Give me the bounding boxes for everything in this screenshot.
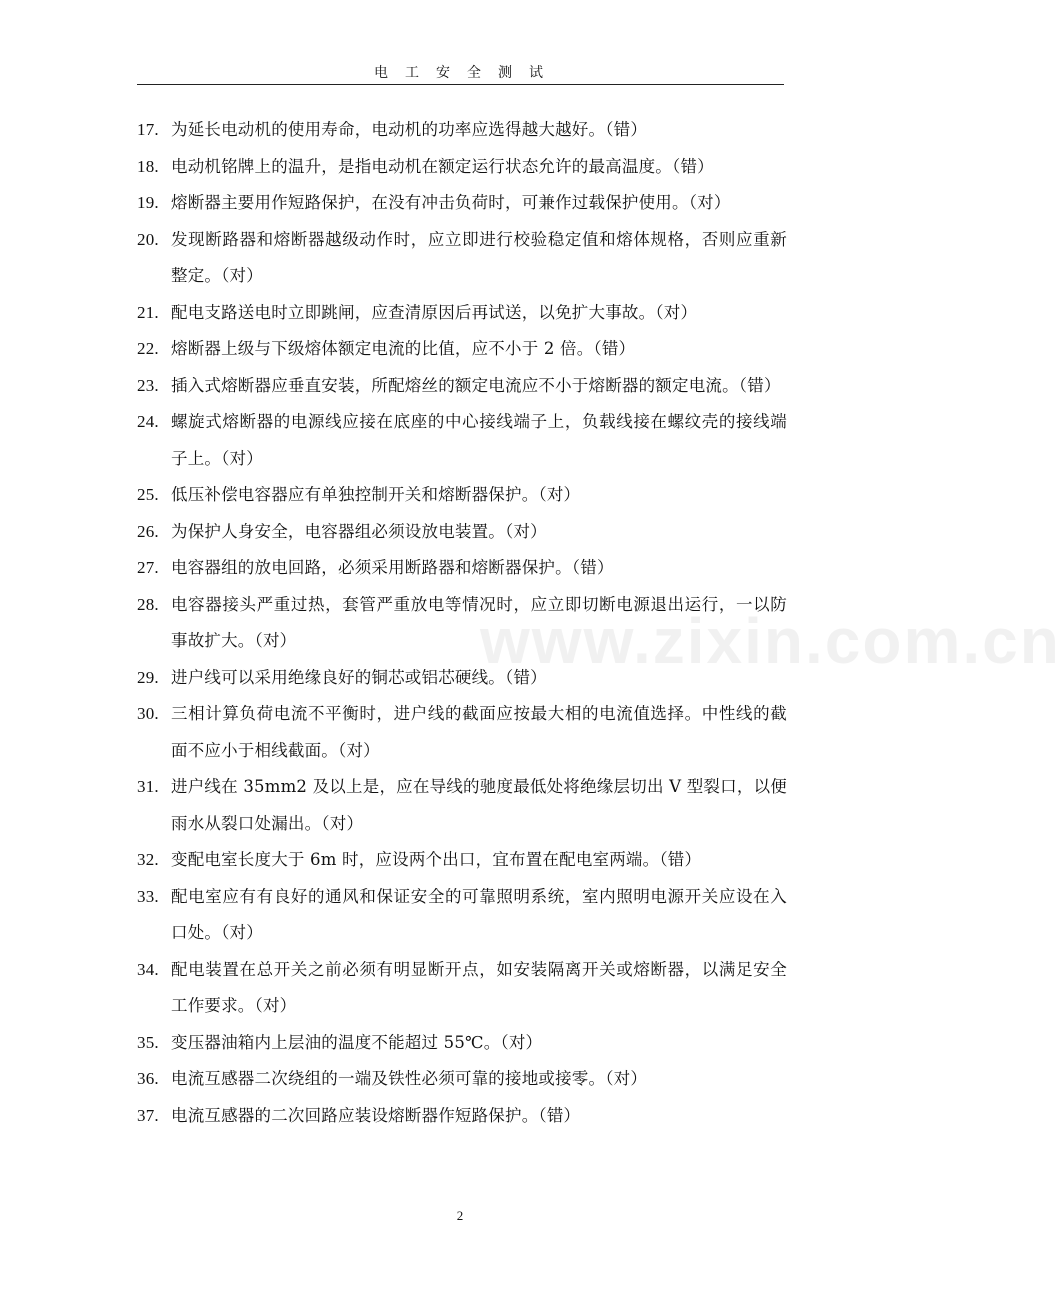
- watermark: www.zixin.com.cn: [480, 605, 1061, 677]
- question-item: [137, 879, 787, 952]
- question-item: [137, 769, 787, 842]
- question-number: 22.: [137, 339, 159, 358]
- question-text: 为保护人身安全，电容器组必须设放电装置。（对）: [171, 521, 547, 541]
- question-item: [137, 842, 787, 879]
- question-text: 电容器接头严重过热，套管严重放电等情况时，应立即切断电源退出运行，一以防事故扩大。（对）: [171, 594, 787, 650]
- question-item: [137, 1025, 787, 1062]
- question-item: [137, 222, 787, 295]
- question-item: [137, 149, 787, 186]
- question-item: [137, 952, 787, 1025]
- question-text: 电容器组的放电回路，必须采用断路器和熔断器保护。（错）: [171, 558, 614, 577]
- question-number: 19.: [137, 193, 159, 212]
- question-number: 31.: [137, 777, 159, 796]
- question-text: 电流互感器的二次回路应装设熔断器作短路保护。（错）: [171, 1105, 581, 1125]
- question-item: [137, 477, 787, 514]
- question-item: [137, 514, 787, 551]
- question-number: 29.: [137, 667, 159, 687]
- question-number: 25.: [137, 485, 159, 504]
- question-number: 27.: [137, 558, 159, 577]
- question-number: 24.: [137, 412, 159, 431]
- question-text: 配电装置在总开关之前必须有明显断开点，如安装隔离开关或熔断器，以满足安全工作要求。（对）: [171, 959, 787, 1015]
- question-text: 进户线在 35mm2 及以上是，应在导线的驰度最低处将绝缘层切出 V 型裂口，以便雨水从裂口处漏出。（对）: [171, 777, 787, 833]
- question-text: 低压补偿电容器应有单独控制开关和熔断器保护。（对）: [171, 485, 581, 504]
- question-text: 熔断器主要用作短路保护，在没有冲击负荷时，可兼作过载保护使用。（对）: [171, 193, 731, 212]
- question-number: 18.: [137, 156, 159, 176]
- page-header-title: 电工安全测试: [374, 65, 560, 81]
- question-text: 配电支路送电时立即跳闸，应查清原因后再试送，以免扩大事故。（对）: [171, 302, 698, 322]
- question-item: [137, 550, 787, 587]
- question-item: [137, 185, 787, 222]
- question-text: 变配电室长度大于 6m 时，应设两个出口，宜布置在配电室两端。（错）: [171, 850, 702, 869]
- question-item: [137, 295, 787, 332]
- question-number: 21.: [137, 302, 159, 322]
- question-text: 电动机铭牌上的温升，是指电动机在额定运行状态允许的最高温度。（错）: [171, 156, 714, 176]
- question-text: 三相计算负荷电流不平衡时，进户线的截面应按最大相的电流值选择。中性线的截面不应小于相线截面。（对）: [171, 704, 787, 760]
- question-text: 发现断路器和熔断器越级动作时，应立即进行校验稳定值和熔体规格，否则应重新整定。（对）: [171, 229, 787, 285]
- question-text: 电流互感器二次绕组的一端及铁性必须可靠的接地或接零。（对）: [171, 1069, 648, 1088]
- question-item: [137, 404, 787, 477]
- question-number: 33.: [137, 886, 159, 906]
- question-item: [137, 331, 787, 368]
- question-number: 30.: [137, 704, 159, 723]
- question-item: [137, 1061, 787, 1098]
- question-number: 17.: [137, 120, 159, 139]
- question-item: [137, 587, 787, 660]
- question-item: [137, 1098, 787, 1135]
- question-number: 37.: [137, 1105, 159, 1125]
- question-number: 23.: [137, 375, 159, 395]
- page-number: 2: [456, 1208, 464, 1223]
- question-number: 20.: [137, 229, 159, 249]
- question-text: 变压器油箱内上层油的温度不能超过 55℃。（对）: [171, 1032, 543, 1052]
- question-text: 进户线可以采用绝缘良好的铜芯或铝芯硬线。（错）: [171, 667, 547, 687]
- question-text: 插入式熔断器应垂直安装，所配熔丝的额定电流应不小于熔断器的额定电流。（错）: [171, 375, 781, 395]
- question-text: 配电室应有有良好的通风和保证安全的可靠照明系统，室内照明电源开关应设在入口处。（对）: [171, 886, 787, 942]
- question-number: 32.: [137, 850, 159, 869]
- question-number: 36.: [137, 1069, 159, 1088]
- question-item: [137, 368, 787, 405]
- question-number: 34.: [137, 959, 159, 979]
- question-item: [137, 660, 787, 697]
- question-text: 螺旋式熔断器的电源线应接在底座的中心接线端子上，负载线接在螺纹壳的接线端子上。（对）: [171, 412, 787, 468]
- question-item: [137, 112, 787, 149]
- header-divider: [137, 84, 784, 85]
- question-list: [137, 112, 787, 1134]
- question-number: 26.: [137, 521, 159, 541]
- question-number: 35.: [137, 1032, 159, 1052]
- question-text: 熔断器上级与下级熔体额定电流的比值，应不小于 2 倍。（错）: [171, 339, 636, 358]
- question-text: 为延长电动机的使用寿命，电动机的功率应选得越大越好。（错）: [171, 120, 648, 139]
- question-item: [137, 696, 787, 769]
- question-number: 28.: [137, 594, 159, 614]
